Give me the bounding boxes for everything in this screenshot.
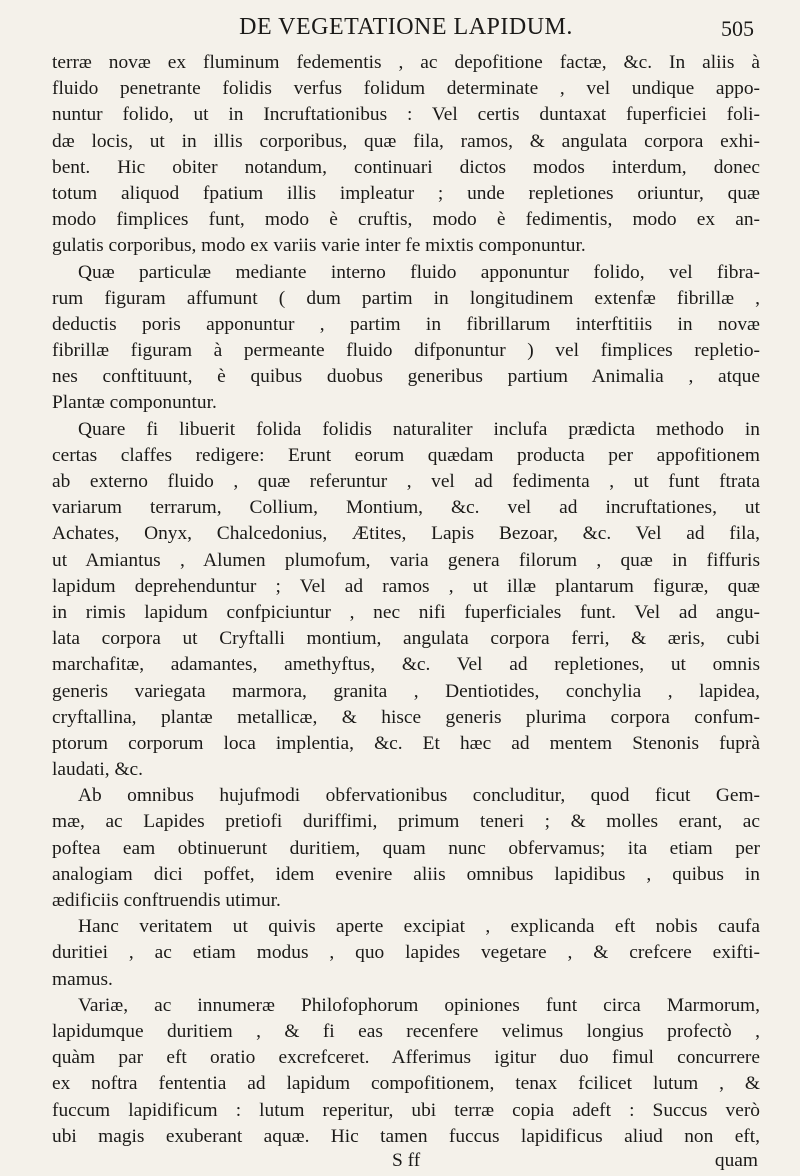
text-line: fibrillæ figuram à permeante fluido difponuntur ) vel fimplices repletio- bbox=[52, 340, 760, 362]
text-line: ædificiis conftruendis utimur. bbox=[52, 890, 281, 911]
catchword: quam bbox=[714, 1149, 758, 1171]
text-line: dæ locis, ut in illis corporibus, quæ fila, ramos, & angulata corpora exhi- bbox=[52, 130, 760, 152]
text-line: Variæ, ac innumeræ Philofophorum opiniones funt circa Marmorum, bbox=[78, 994, 760, 1016]
text-line: ex noftra fententia ad lapidum compofitionem, tenax fcilicet lutum , & bbox=[52, 1073, 760, 1095]
text-line: rum figuram affumunt ( dum partim in longitudinem extenfæ fibrillæ , bbox=[52, 287, 760, 309]
text-line: duritiei , ac etiam modus , quo lapides vegetare , & crefcere exifti- bbox=[52, 942, 760, 964]
text-line: certas claffes redigere: Erunt eorum quædam producta per appofitionem bbox=[52, 444, 760, 466]
text-line: ut Amiantus , Alumen plumofum, varia genera filorum , quæ in fiffuris bbox=[52, 549, 760, 571]
text-line: Ab omnibus hujufmodi obfervationibus concluditur, quod ficut Gem- bbox=[78, 785, 760, 807]
text-line: ptorum corporum loca implentia, &c. Et hæc ad mentem Stenonis fuprà bbox=[52, 732, 760, 754]
text-line: lapidum deprehenduntur ; Vel ad ramos , ut illæ plantarum figuræ, quæ bbox=[52, 575, 760, 597]
text-line: nes conftituunt, è quibus duobus generibus partium Animalia , atque bbox=[52, 366, 760, 388]
page-number: 505 bbox=[721, 16, 754, 41]
running-head bbox=[52, 14, 760, 50]
text-line: fluido penetrante folidis verfus folidum determinate , vel undique appo- bbox=[52, 78, 760, 100]
text-line: laudati, &c. bbox=[52, 759, 143, 781]
text-line: bent. Hic obiter notandum, continuari dictos modos interdum, donec bbox=[52, 156, 760, 178]
page-footer bbox=[52, 1150, 760, 1176]
text-line: analogiam dici poffet, idem evenire aliis omnibus lapidibus , quibus in bbox=[52, 863, 760, 885]
text-line: Achates, Onyx, Chalcedonius, Ætites, Lapis Bezoar, &c. Vel ad fila, bbox=[52, 523, 760, 545]
text-line: terræ novæ ex fluminum fedementis , ac depofitione factæ, &c. In aliis à bbox=[52, 52, 760, 73]
text-line: Plantæ componuntur. bbox=[52, 392, 217, 414]
running-title: DE VEGETATIONE LAPIDUM. bbox=[239, 14, 573, 40]
body-text bbox=[52, 50, 760, 1150]
text-line: modo fimplices funt, modo è cruftis, modo è fedimentis, modo ex an- bbox=[52, 209, 760, 231]
text-line: lapidumque duritiem , & fi eas recenfere velimus longius profectò , bbox=[52, 1020, 760, 1042]
text-line: fuccum lapidificum : lutum reperitur, ubi terræ copia adeft : Succus verò bbox=[52, 1099, 760, 1121]
text-line: gulatis corporibus, modo ex variis varie inter fe mixtis componuntur. bbox=[52, 235, 586, 257]
signature-mark: S ff bbox=[392, 1149, 421, 1171]
text-line: quàm par eft oratio excrefceret. Afferimus igitur duo fimul concurrere bbox=[52, 1047, 760, 1069]
text-line: mæ, ac Lapides pretiofi duriffimi, primum teneri ; & molles erant, ac bbox=[52, 811, 760, 833]
text-line: mamus. bbox=[52, 968, 113, 990]
text-line: in rimis lapidum confpiciuntur , nec nifi fuperficiales funt. Vel ad angu- bbox=[52, 601, 760, 623]
text-line: Hanc veritatem ut quivis aperte excipiat , explicanda eft nobis caufa bbox=[78, 916, 760, 938]
text-line: generis variegata marmora, granita , Dentiotides, conchylia , lapidea, bbox=[52, 680, 760, 702]
text-line: cryftallina, plantæ metallicæ, & hisce generis plurima corpora confum- bbox=[52, 706, 760, 728]
text-line: poftea eam obtinuerunt duritiem, quam nunc obfervamus; ita etiam per bbox=[52, 837, 760, 859]
text-line: totum aliquod fpatium illis impleatur ; unde repletiones oriuntur, quæ bbox=[52, 182, 760, 204]
text-line: ab externo fluido , quæ referuntur , vel ad fedimenta , ut funt ftrata bbox=[52, 471, 760, 492]
text-line: variarum terrarum, Collium, Montium, &c. vel ad incruftationes, ut bbox=[52, 497, 760, 519]
text-line: Quæ particulæ mediante interno fluido apponuntur folido, vel fibra- bbox=[78, 261, 760, 283]
text-line: deductis poris apponuntur , partim in fibrillarum interftitiis in novæ bbox=[52, 313, 760, 335]
text-line: marchafitæ, adamantes, amethyftus, &c. Vel ad repletiones, ut omnis bbox=[52, 654, 760, 676]
text-line: ubi magis exuberant aquæ. Hic tamen fuccus lapidificus aliud non eft, bbox=[52, 1125, 760, 1147]
text-line: nuntur folido, ut in Incruftationibus : Vel certis duntaxat fuperficiei foli- bbox=[52, 104, 760, 126]
text-line: Quare fi libuerit folida folidis naturaliter inclufa prædicta methodo in bbox=[78, 418, 760, 440]
text-line: lata corpora ut Cryftalli montium, angulata corpora ferri, & æris, cubi bbox=[52, 628, 760, 650]
